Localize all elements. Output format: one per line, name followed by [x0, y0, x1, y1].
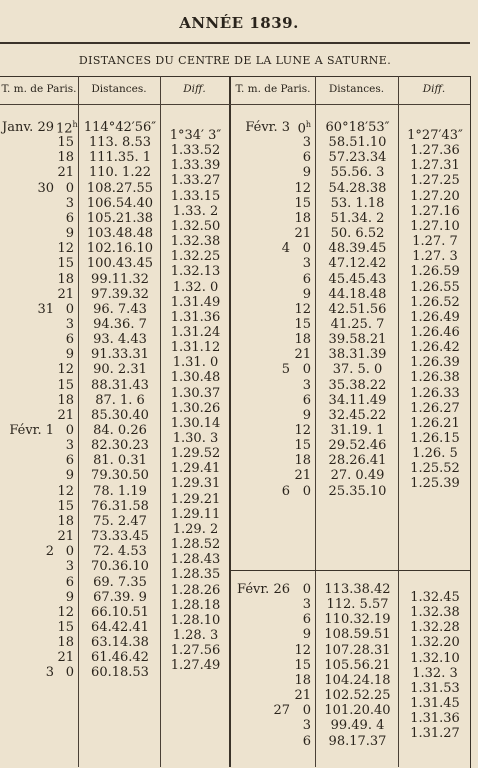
- row-hour: 12: [57, 483, 74, 499]
- row-day-label: 30: [37, 180, 54, 196]
- row-distance: 114°42′56″: [83, 120, 157, 135]
- row-difference: 1.27.36: [410, 143, 460, 159]
- row-difference: 1.31.27: [410, 726, 460, 742]
- row-distance: 76.31.58: [91, 498, 149, 514]
- row-distance: 38.31.39: [328, 347, 387, 363]
- row-hour: 0: [65, 423, 74, 438]
- row-hour: 12$^h$: [56, 120, 78, 137]
- row-distance: 106.54.40: [86, 195, 154, 211]
- row-distance: 72. 4.53: [93, 544, 147, 560]
- hour-unit-superscript: h: [305, 120, 311, 129]
- row-day-label: 5: [281, 362, 290, 378]
- row-difference: 1.27.49: [170, 658, 221, 674]
- row-distance: 79.30.50: [91, 468, 149, 484]
- row-difference: 1.26.33: [410, 385, 460, 401]
- column-divider: [315, 76, 316, 767]
- row-distance: 102.52.25: [324, 688, 391, 704]
- row-distance: 45.45.43: [328, 271, 387, 287]
- row-distance: 29.52.46: [328, 438, 387, 454]
- row-difference: 1.28.52: [170, 537, 221, 553]
- row-difference: 1.28.18: [170, 597, 221, 613]
- row-distance: 88.31.43: [91, 377, 149, 393]
- row-hour: 12: [294, 301, 311, 317]
- row-hour: 15: [57, 498, 74, 514]
- row-hour: 9: [302, 627, 311, 643]
- row-difference: 1.29.52: [170, 446, 221, 462]
- row-hour: 18: [57, 513, 74, 529]
- row-distance: 67.39. 9: [93, 589, 147, 605]
- row-difference: 1.31.24: [170, 324, 221, 340]
- row-distance: 81. 0.31: [93, 453, 147, 469]
- row-difference: 1.32.38: [410, 605, 460, 621]
- row-hour: 0: [302, 703, 311, 719]
- row-difference: 1.27.10: [410, 218, 460, 234]
- row-hour: 18: [294, 210, 311, 226]
- row-difference: 1.28. 3: [172, 627, 219, 643]
- row-distance: 104.24.18: [324, 672, 391, 688]
- row-hour: 15: [294, 195, 311, 211]
- hour-unit-superscript: h: [72, 120, 78, 129]
- row-hour: 15: [57, 377, 74, 393]
- row-difference: 1.29.11: [170, 506, 221, 522]
- row-difference: 1.29.41: [170, 461, 221, 477]
- row-hour: 21: [294, 226, 311, 242]
- row-difference: 1.32.28: [410, 620, 460, 636]
- row-difference: 1.32. 0: [172, 279, 219, 295]
- row-hour: 12: [294, 642, 311, 658]
- row-difference: 1.26.59: [410, 264, 460, 280]
- row-difference: 1.26.15: [410, 431, 460, 446]
- row-hour: 3: [302, 135, 311, 151]
- row-distance: 105.21.38: [86, 210, 154, 226]
- row-difference: 1.27.16: [410, 203, 460, 219]
- row-hour: 0: [65, 544, 74, 560]
- row-hour: 0: [302, 582, 311, 597]
- row-day-label: Févr. 1: [9, 423, 54, 438]
- row-distance: 47.12.42: [328, 256, 387, 272]
- section-rule: [230, 570, 470, 571]
- row-distance: 108.59.51: [324, 627, 391, 643]
- row-hour: 3: [65, 559, 74, 575]
- row-hour: 3: [302, 377, 311, 393]
- row-difference: 1.27.56: [170, 643, 221, 659]
- row-hour: 6: [302, 392, 311, 408]
- row-difference: 1.32.38: [170, 234, 221, 250]
- row-distance: 41.25. 7: [330, 316, 385, 332]
- row-difference: 1.31.12: [170, 340, 221, 356]
- page-year: ANNÉE 1839.: [179, 14, 299, 32]
- row-distance: 48.39.45: [328, 241, 387, 257]
- row-distance: 96. 7.43: [93, 301, 147, 317]
- row-difference: 1.33. 2: [172, 203, 219, 219]
- row-distance: 84. 0.26: [93, 423, 147, 438]
- row-hour: 18: [294, 453, 311, 469]
- row-hour: 18: [294, 332, 311, 348]
- row-distance: 75. 2.47: [93, 513, 147, 529]
- row-hour: 0: [302, 483, 311, 499]
- row-hour: 12: [57, 241, 74, 257]
- row-difference: 1.28.43: [170, 552, 221, 568]
- row-day-label: Févr. 26: [237, 582, 290, 597]
- row-distance: 94.36. 7: [93, 316, 147, 332]
- row-distance: 110. 1.22: [88, 165, 152, 181]
- row-distance: 34.11.49: [328, 392, 387, 408]
- row-difference: 1.26.42: [410, 340, 460, 356]
- row-distance: 87. 1. 6: [95, 392, 145, 408]
- row-distance: 28.26.41: [328, 453, 387, 469]
- row-difference: 1.31. 0: [172, 355, 219, 371]
- row-difference: 1.27. 7: [412, 234, 458, 250]
- row-difference: 1°27′43″: [407, 128, 463, 143]
- row-distance: 110.32.19: [324, 612, 391, 628]
- row-distance: 107.28.31: [324, 642, 391, 658]
- row-distance: 99.11.32: [91, 271, 149, 287]
- row-distance: 35.38.22: [328, 377, 387, 393]
- row-difference: 1.30.26: [170, 400, 221, 416]
- row-difference: 1.29.31: [170, 476, 221, 492]
- row-day-label: 2: [45, 544, 54, 560]
- row-distance: 101.20.40: [324, 703, 391, 719]
- table-title: DISTANCES DU CENTRE DE LA LUNE A SATURNE.: [78, 54, 392, 67]
- column-divider: [160, 76, 161, 767]
- row-hour: 18: [57, 150, 74, 166]
- header-time-right: T. m. de Paris.: [235, 83, 311, 95]
- row-hour: 9: [65, 468, 74, 484]
- row-distance: 25.35.10: [328, 483, 387, 499]
- row-distance: 70.36.10: [91, 559, 149, 575]
- row-hour: 6: [65, 453, 74, 469]
- row-hour: 18: [57, 392, 74, 408]
- row-distance: 42.51.56: [328, 301, 387, 317]
- row-distance: 112. 5.57: [326, 597, 389, 613]
- row-distance: 66.10.51: [91, 604, 149, 620]
- row-distance: 39.58.21: [328, 332, 387, 348]
- row-hour: 3: [65, 438, 74, 454]
- row-difference: 1.33.27: [170, 173, 221, 189]
- row-hour: 9: [302, 286, 311, 302]
- row-difference: 1.31.45: [410, 696, 460, 712]
- row-difference: 1.25.39: [410, 476, 460, 492]
- row-difference: 1.31.53: [410, 680, 460, 696]
- row-difference: 1.26.55: [410, 279, 460, 295]
- row-difference: 1.29. 2: [172, 521, 219, 537]
- row-difference: 1.33.39: [170, 158, 221, 174]
- header-diff-right: Diff.: [422, 83, 446, 95]
- row-hour: 0: [302, 241, 311, 257]
- row-difference: 1.28.10: [170, 612, 221, 628]
- header-diff-left: Diff.: [183, 83, 206, 95]
- row-hour: 0: [65, 665, 74, 681]
- row-difference: 1.32.20: [410, 635, 460, 651]
- row-distance: 58.51.10: [328, 135, 387, 151]
- top-rule: [0, 42, 470, 44]
- row-difference: 1.26. 5: [412, 446, 458, 462]
- row-hour: 6: [65, 210, 74, 226]
- row-distance: 111.35. 1: [88, 150, 152, 166]
- row-difference: 1.32. 3: [412, 665, 458, 681]
- row-hour: 0: [65, 301, 74, 317]
- row-difference: 1.28.26: [170, 582, 221, 598]
- row-difference: 1.27.20: [410, 188, 460, 204]
- row-hour: 21: [57, 407, 74, 423]
- column-divider: [398, 76, 399, 767]
- row-difference: 1.26.52: [410, 294, 460, 310]
- row-difference: 1.27.31: [410, 158, 460, 174]
- row-difference: 1.33.15: [170, 188, 221, 204]
- row-distance: 97.39.32: [91, 286, 149, 302]
- row-day-label: 3: [45, 665, 54, 681]
- row-distance: 98.17.37: [328, 733, 387, 749]
- row-hour: 3: [302, 256, 311, 272]
- row-distance: 60.18.53: [91, 665, 149, 681]
- row-hour: 0: [65, 180, 74, 196]
- row-difference: 1.32.10: [410, 650, 460, 666]
- row-distance: 31.19. 1: [330, 423, 385, 438]
- row-hour: 21: [294, 688, 311, 704]
- header-rule: [0, 104, 470, 105]
- row-day-label: Janv. 29: [2, 120, 54, 135]
- row-day-label: Févr. 3: [245, 120, 290, 135]
- row-hour: 15: [57, 256, 74, 272]
- row-hour: 9: [302, 165, 311, 181]
- row-difference: 1.30.14: [170, 415, 221, 431]
- row-difference: 1.32.45: [410, 590, 460, 605]
- row-day-label: 6: [281, 483, 290, 499]
- row-distance: 99.49. 4: [330, 718, 385, 734]
- row-distance: 63.14.38: [91, 635, 149, 651]
- row-distance: 50. 6.52: [330, 226, 385, 242]
- row-distance: 108.27.55: [86, 180, 154, 196]
- row-difference: 1.26.27: [410, 400, 460, 416]
- row-difference: 1.30.37: [170, 385, 221, 401]
- row-hour: 21: [57, 165, 74, 181]
- row-hour: 9: [65, 226, 74, 242]
- row-difference: 1.27. 3: [412, 249, 458, 265]
- header-time-left: T. m. de Paris.: [1, 83, 77, 95]
- row-hour: 6: [302, 733, 311, 749]
- row-hour: 9: [65, 347, 74, 363]
- row-hour: 18: [294, 672, 311, 688]
- row-hour: 6: [65, 332, 74, 348]
- row-difference: 1.31.36: [170, 309, 221, 325]
- row-distance: 54.28.38: [328, 180, 387, 196]
- row-hour: 12: [294, 423, 311, 438]
- row-hour: 15: [57, 135, 74, 151]
- row-hour: 0$^h$: [297, 120, 311, 137]
- row-hour: 18: [57, 271, 74, 287]
- row-hour: 6: [302, 271, 311, 287]
- column-divider: [229, 76, 231, 767]
- row-difference: 1.32.50: [170, 218, 221, 234]
- row-difference: 1.26.49: [410, 309, 460, 325]
- row-distance: 73.33.45: [91, 529, 149, 545]
- row-hour: 21: [57, 529, 74, 545]
- row-hour: 6: [302, 150, 311, 166]
- row-hour: 15: [57, 619, 74, 635]
- row-day-label: 4: [281, 241, 290, 257]
- row-hour: 18: [57, 635, 74, 651]
- row-distance: 103.48.48: [86, 226, 154, 242]
- row-distance: 37. 5. 0: [332, 362, 383, 378]
- row-hour: 15: [294, 657, 311, 673]
- row-difference: 1.33.52: [170, 143, 221, 159]
- row-distance: 90. 2.31: [93, 362, 147, 378]
- row-hour: 15: [294, 316, 311, 332]
- row-distance: 100.43.45: [86, 256, 154, 272]
- row-distance: 55.56. 3: [330, 165, 385, 181]
- header-distances-left: Distances.: [91, 83, 147, 95]
- row-distance: 60°18′53″: [325, 120, 390, 135]
- row-hour: 3: [65, 316, 74, 332]
- row-difference: 1.26.21: [410, 415, 460, 431]
- row-distance: 61.46.42: [91, 650, 149, 666]
- row-day-label: 31: [37, 301, 54, 317]
- row-distance: 82.30.23: [91, 438, 149, 454]
- row-day-label: 27: [273, 703, 290, 719]
- row-difference: 1°34′ 3″: [169, 128, 222, 143]
- row-difference: 1.31.36: [410, 711, 460, 727]
- row-difference: 1.26.39: [410, 355, 460, 371]
- row-distance: 78. 1.19: [93, 483, 147, 499]
- row-distance: 105.56.21: [324, 657, 391, 673]
- row-difference: 1.25.52: [410, 461, 460, 477]
- row-distance: 57.23.34: [328, 150, 387, 166]
- row-distance: 53. 1.18: [330, 195, 385, 211]
- row-hour: 6: [302, 612, 311, 628]
- row-difference: 1.30. 3: [172, 431, 219, 446]
- row-hour: 12: [57, 362, 74, 378]
- row-hour: 0: [302, 362, 311, 378]
- row-hour: 21: [294, 468, 311, 484]
- row-distance: 32.45.22: [328, 407, 387, 423]
- row-hour: 12: [57, 604, 74, 620]
- row-difference: 1.28.35: [170, 567, 221, 583]
- row-hour: 21: [57, 650, 74, 666]
- row-distance: 64.42.41: [91, 619, 149, 635]
- row-difference: 1.26.46: [410, 324, 460, 340]
- row-distance: 44.18.48: [328, 286, 387, 302]
- row-hour: 12: [294, 180, 311, 196]
- row-hour: 6: [65, 574, 74, 590]
- row-difference: 1.32.13: [170, 264, 221, 280]
- row-hour: 21: [57, 286, 74, 302]
- row-distance: 27. 0.49: [330, 468, 385, 484]
- row-hour: 9: [65, 589, 74, 605]
- row-hour: 9: [302, 407, 311, 423]
- row-difference: 1.32.25: [170, 249, 221, 265]
- row-hour: 3: [65, 195, 74, 211]
- row-distance: 91.33.31: [91, 347, 149, 363]
- row-difference: 1.31.49: [170, 294, 221, 310]
- row-distance: 113. 8.53: [88, 135, 152, 151]
- row-hour: 21: [294, 347, 311, 363]
- row-distance: 69. 7.35: [93, 574, 147, 590]
- row-distance: 85.30.40: [91, 407, 149, 423]
- row-hour: 15: [294, 438, 311, 454]
- row-distance: 51.34. 2: [330, 210, 385, 226]
- row-hour: 3: [302, 597, 311, 613]
- row-distance: 113.38.42: [324, 582, 391, 597]
- row-hour: 3: [302, 718, 311, 734]
- row-difference: 1.26.38: [410, 370, 460, 386]
- row-difference: 1.27.25: [410, 173, 460, 189]
- row-difference: 1.30.48: [170, 370, 221, 386]
- header-distances-right: Distances.: [328, 83, 385, 95]
- column-divider: [78, 76, 79, 767]
- row-distance: 102.16.10: [86, 241, 154, 257]
- row-difference: 1.29.21: [170, 491, 221, 507]
- row-distance: 93. 4.43: [93, 332, 147, 348]
